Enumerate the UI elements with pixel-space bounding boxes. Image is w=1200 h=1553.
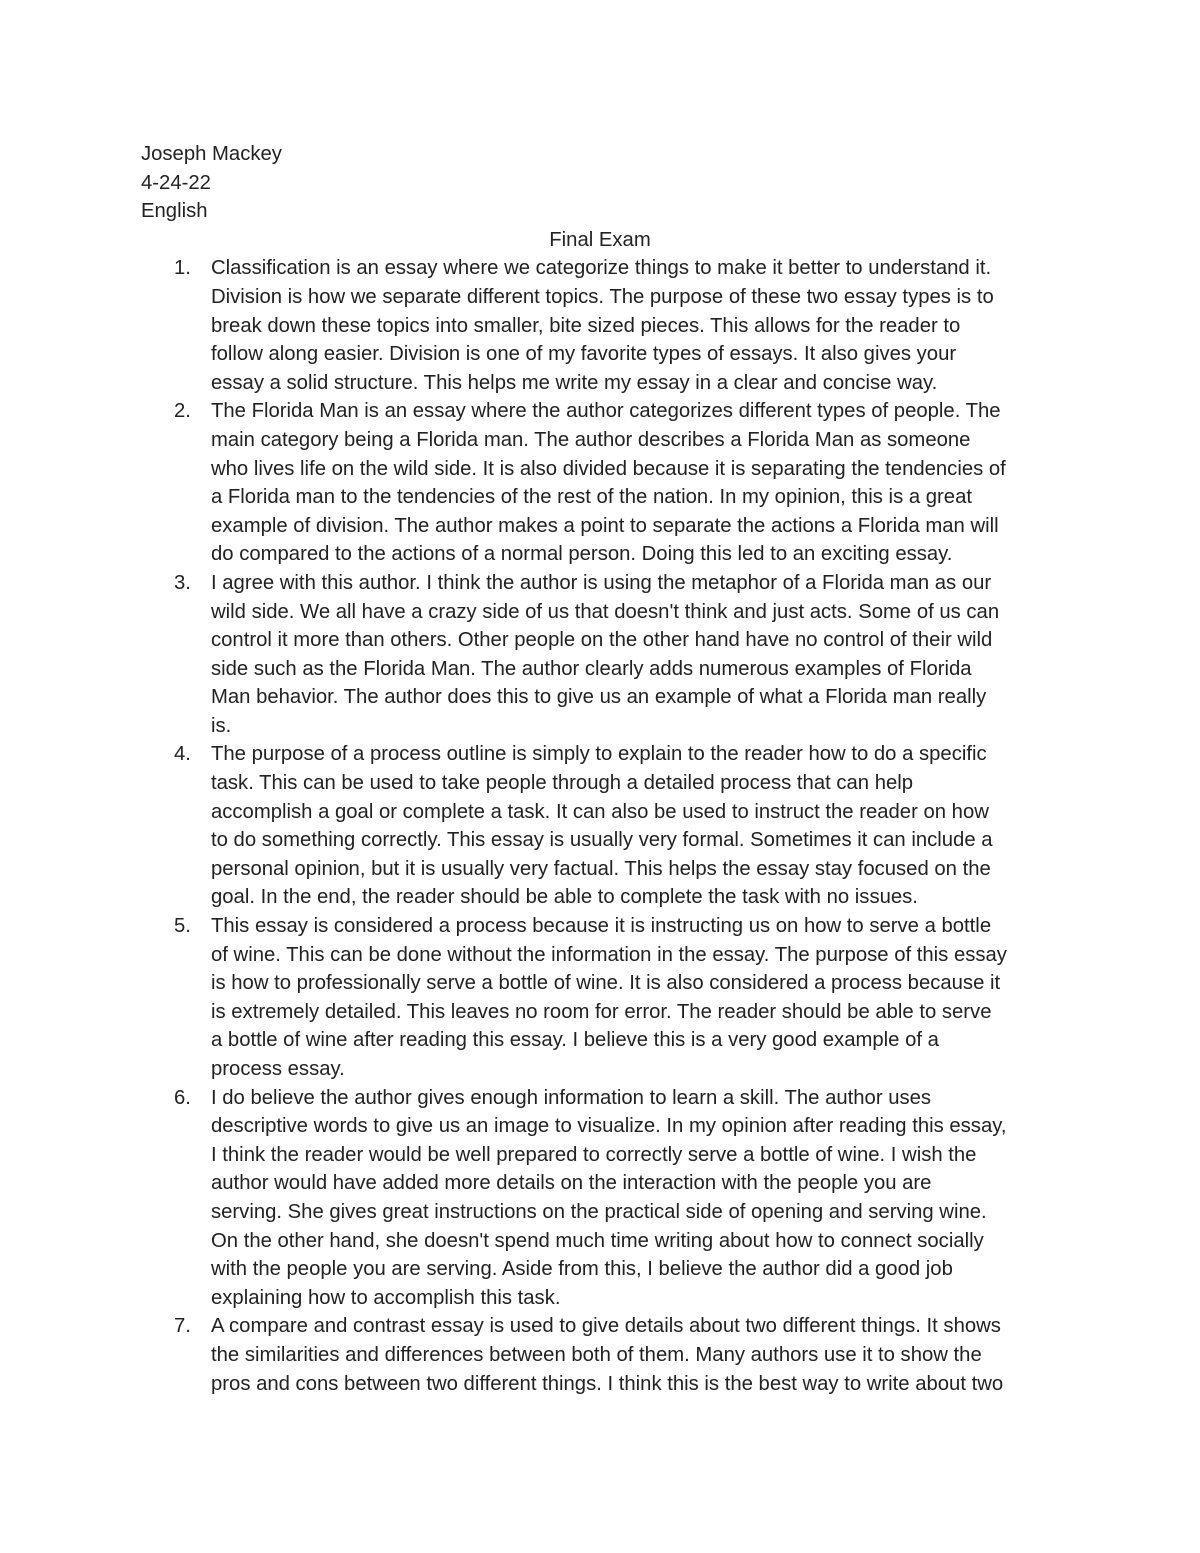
answer-number: 4. [174, 743, 191, 766]
answer-text: This essay is considered a process because it is instructing us on how to serve a bottle of wine. This can be done without the information in the essay. The purpose of this essay is how to professionally serve a bottle of wine. It is also considered a process because it is extremely detailed. This leaves no room for error. The reader should be able to serve a bottle of wine after reading this essay. I believe this is a very good example of a process essay. [211, 915, 1007, 1081]
answer-item [0, 1084, 1063, 1313]
answer-number: 7. [174, 1315, 191, 1338]
document-title: Final Exam [549, 228, 651, 251]
answer-number: 5. [174, 915, 191, 938]
author-name: Joseph Mackey [141, 143, 282, 165]
answer-number: 3. [174, 571, 191, 594]
answer-number: 1. [174, 257, 191, 280]
answer-text: The Florida Man is an essay where the author categorizes different types of people. The main category being a Florida man. The author describes a Florida Man as someone who lives life on the wild side. It is also divided because it is separating the tendencies of a Florida man to the tendencies of the rest of the nation. In my opinion, this is a great example of division. The author makes a point to separate the actions a Florida man will do compared to the actions of a normal person. Doing this led to an exciting essay. [211, 400, 1006, 566]
answer-text: Classification is an essay where we categorize things to make it better to understand it. Division is how we separate different topics. The purpose of these two essay types is to break down these topics into smaller, bite sized pieces. This allows for the reader to follow along easier. Division is one of my favorite types of essays. It also gives your essay a solid structure. This helps me write my essay in a clear and concise way. [211, 257, 994, 394]
answer-number: 6. [174, 1086, 191, 1109]
answer-item [0, 740, 1063, 912]
header-block [141, 140, 282, 226]
subject-line: English [141, 200, 208, 223]
answer-text: A compare and contrast essay is used to give details about two different things. It shows the similarities and differences between both of them. Many authors use it to show the pros and cons between two different things. I think this is the best way to write about two [211, 1315, 1004, 1395]
answer-item [0, 912, 1063, 1084]
answer-item [0, 397, 1063, 569]
answer-text: The purpose of a process outline is simply to explain to the reader how to do a specific task. This can be used to take people through a detailed process that can help accomplish a goal or complete a task. It can also be used to instruct the reader on how to do something correctly. This essay is usually very formal. Sometimes it can include a personal opinion, but it is usually very factual. This helps the essay stay focused on the goal. In the end, the reader should be able to complete the task with no issues. [211, 743, 993, 909]
answer-number: 2. [174, 400, 191, 423]
answer-item [0, 569, 1063, 741]
answer-text: I agree with this author. I think the author is using the metaphor of a Florida man as our wild side. We all have a crazy side of us that doesn't think and just acts. Some of us can control it more than others. Other people on the other hand have no control of their wild side such as the Florida Man. The author clearly adds numerous examples of Florida Man behavior. The author does this to give us an example of what a Florida man really is. [211, 571, 1000, 737]
answer-text: I do believe the author gives enough information to learn a skill. The author uses descriptive words to give us an image to visualize. In my opinion after reading this essay, I think the reader would be well prepared to correctly serve a bottle of wine. I wish the author would have added more details on the interaction with the people you are serving. She gives great instructions on the practical side of opening and serving wine. On the other hand, she doesn't spend much time writing about how to connect socially with the people you are serving. Aside from this, I believe the author did a good job explaining how to accomplish this task. [211, 1086, 1007, 1309]
answer-item [0, 1312, 1063, 1398]
date-line: 4-24-22 [141, 171, 211, 194]
answer-item [0, 254, 1063, 397]
answer-list [0, 254, 1063, 1398]
